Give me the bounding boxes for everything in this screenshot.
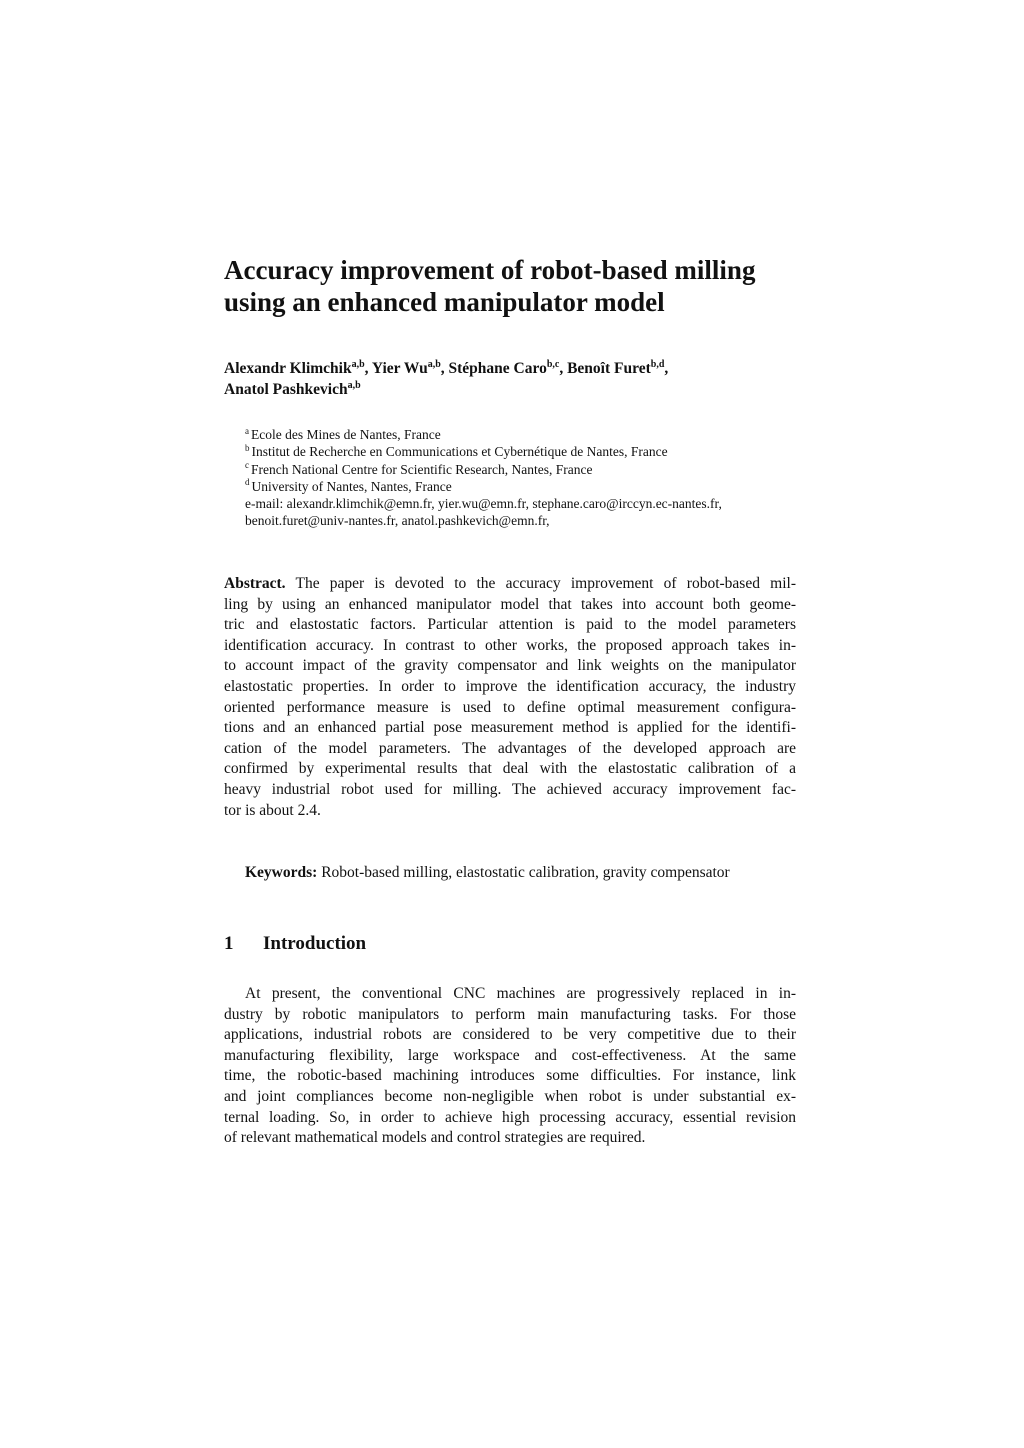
abstract-line: cation of the model parameters. The advantages of the developed approach are	[224, 739, 796, 757]
abstract-line: identification accuracy. In contrast to other works, the proposed approach takes in-	[224, 636, 796, 654]
author-name: Alexandr Klimchik	[224, 360, 352, 377]
affiliation-item	[245, 461, 805, 478]
affiliation-item	[245, 443, 805, 460]
affiliation-text: Ecole des Mines de Nantes, France	[251, 427, 441, 442]
author-affiliation-mark: a,b	[347, 379, 361, 391]
abstract	[224, 574, 796, 821]
keywords-text: Robot-based milling, elastostatic calibration, gravity compensator	[321, 864, 730, 881]
affiliation-mark: d	[245, 477, 250, 488]
paragraph-line: and joint compliances become non-negligible when robot is under substantial ex-	[224, 1087, 796, 1105]
author-separator: ,	[440, 360, 449, 377]
author-affiliation-mark: a,b	[427, 358, 441, 370]
author-name: Stéphane Caro	[448, 360, 547, 377]
author-affiliation-mark: a,b	[351, 358, 365, 370]
introduction-paragraph	[224, 984, 796, 1149]
author-name: Yier Wu	[371, 360, 428, 377]
author-list	[224, 358, 796, 400]
keywords-label: Keywords:	[245, 864, 318, 881]
paragraph-line: At present, the conventional CNC machines are progressively replaced in in-	[245, 985, 796, 1002]
abstract-line: heavy industrial robot used for milling. The achieved accuracy improvement fac-	[224, 780, 796, 798]
author-affiliation-mark: b,c	[546, 358, 560, 370]
affiliation-mark: c	[245, 460, 249, 471]
paragraph-line: dustry by robotic manipulators to perform main manufacturing tasks. For those	[224, 1005, 796, 1023]
paper-title	[224, 254, 796, 318]
abstract-line: tric and elastostatic factors. Particular attention is paid to the model parameters	[224, 616, 796, 634]
affiliation-list	[245, 426, 805, 530]
email-line: benoit.furet@univ-nantes.fr, anatol.pashkevich@emn.fr,	[245, 513, 550, 529]
affiliation-text: French National Centre for Scientific Research, Nantes, France	[251, 461, 593, 477]
abstract-text: The paper is devoted to the accuracy improvement of robot-based mil-	[295, 575, 796, 592]
paragraph-line: manufacturing flexibility, large workspace and cost-effectiveness. At the same	[224, 1046, 796, 1064]
section-number: 1	[224, 933, 234, 954]
affiliation-mark: a	[245, 425, 249, 436]
abstract-line: ling by using an enhanced manipulator model that takes into account both geome-	[224, 595, 796, 613]
keywords	[245, 862, 805, 883]
affiliation-text: Institut de Recherche en Communications et Cybernétique de Nantes, France	[251, 444, 668, 460]
abstract-line: elastostatic properties. In order to improve the identification accuracy, the industry	[224, 677, 796, 695]
abstract-line: confirmed by experimental results that deal with the elastostatic calibration of a	[224, 760, 796, 778]
author-separator: ,	[364, 360, 372, 377]
affiliation-text: University of Nantes, Nantes, France	[251, 478, 452, 494]
affiliation-item	[245, 426, 805, 443]
paragraph-line: ternal loading. So, in order to achieve high processing accuracy, essential revision	[224, 1108, 796, 1126]
section-heading	[224, 932, 796, 956]
author-name: Benoît Furet	[567, 360, 651, 377]
affiliation-mark: b	[245, 442, 250, 453]
abstract-line	[224, 574, 796, 595]
abstract-line: oriented performance measure is used to define optimal measurement configura-	[224, 698, 796, 716]
paragraph-line: applications, industrial robots are considered to be very competitive due to their	[224, 1026, 796, 1044]
section-title: Introduction	[263, 933, 367, 954]
abstract-label: Abstract.	[224, 575, 286, 592]
title-line-2: using an enhanced manipulator model	[224, 287, 665, 317]
author-separator: ,	[664, 360, 669, 377]
title-line-1: Accuracy improvement of robot-based milling	[224, 255, 756, 285]
email-line: e-mail: alexandr.klimchik@emn.fr, yier.wu@emn.fr, stephane.caro@irccyn.ec-nantes.fr,	[245, 496, 722, 512]
author-separator: ,	[559, 360, 568, 377]
affiliation-item	[245, 478, 805, 495]
paragraph-line: time, the robotic-based machining introduces some difficulties. For instance, link	[224, 1067, 796, 1085]
abstract-line: tions and an enhanced partial pose measurement method is applied for the identifi-	[224, 719, 796, 737]
abstract-line: tor is about 2.4.	[224, 801, 321, 819]
author-affiliation-mark: b,d	[650, 358, 665, 370]
author-name: Anatol Pashkevich	[224, 381, 348, 398]
paragraph-line: of relevant mathematical models and control strategies are required.	[224, 1129, 646, 1147]
abstract-line: to account impact of the gravity compensator and link weights on the manipulator	[224, 657, 796, 675]
